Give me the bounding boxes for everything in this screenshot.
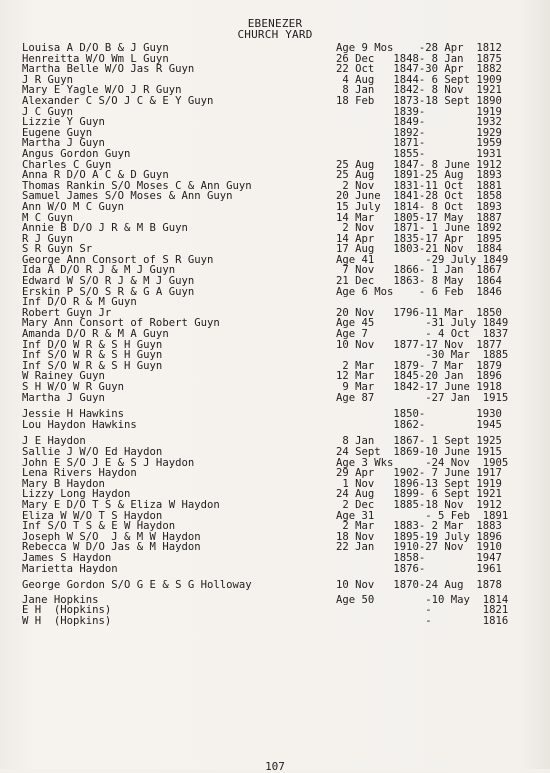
record-name: J R Guyn [22, 73, 74, 86]
record-dates: 9 Mar 1842-17 June 1918 [336, 381, 502, 393]
record-name: Charles C Guyn [22, 158, 112, 171]
record-name: George Ann Consort of S R Guyn [22, 253, 214, 266]
record-dates: 15 July 1814- 8 Oct 1893 [336, 200, 502, 213]
record-dates: 2 Dec 1885-18 Nov 1912 [336, 498, 502, 511]
record-dates: 18 Nov 1895-19 July 1896 [336, 530, 502, 543]
record-name: James S Haydon [22, 551, 112, 564]
page-number: 107 [265, 760, 285, 773]
record-name: Rebecca W D/O Jas & M Haydon [22, 541, 201, 554]
record-name: Alexander C S/O J C & E Y Guyn [22, 94, 214, 107]
record-dates: Age 50 -10 May 1814 [336, 593, 509, 606]
record-row [0, 564, 550, 575]
record-name: Erskin P S/O S R & G A Guyn [22, 285, 195, 298]
record-name: J C Guyn [22, 105, 74, 118]
record-name: John E S/O J E & S J Haydon [22, 456, 195, 469]
record-name: W Rainey Guyn [22, 370, 105, 383]
record-dates: 25 Aug 1847- 8 June 1912 [336, 158, 502, 171]
record-dates: 1858- 1947 [336, 551, 502, 564]
record-dates: 22 Oct 1847-30 Apr 1882 [336, 63, 502, 76]
burial-records-list [0, 43, 550, 626]
record-dates: 8 Jan 1842- 8 Nov 1921 [336, 84, 502, 97]
record-row [0, 393, 550, 404]
record-dates: 21 Dec 1863- 8 May 1864 [336, 275, 502, 288]
record-dates: 1892- 1929 [336, 126, 502, 139]
record-dates: 14 Mar 1805-17 May 1887 [336, 211, 502, 224]
record-name: Jane Hopkins [22, 593, 99, 606]
record-name: W H (Hopkins) [22, 614, 112, 627]
record-name: Inf S/O T S & E W Haydon [22, 520, 176, 533]
record-dates: Age 6 Mos - 6 Feb 1846 [336, 285, 502, 298]
record-dates: 4 Aug 1844- 6 Sept 1909 [336, 73, 502, 86]
record-name: Mary E Yagle W/O J R Guyn [22, 84, 182, 97]
record-name: J E Haydon [22, 435, 86, 448]
record-dates: 7 Nov 1866- 1 Jan 1867 [336, 264, 502, 277]
record-dates: 1839- 1919 [336, 105, 502, 118]
record-name: Inf S/O W R & S H Guyn [22, 359, 163, 372]
record-dates: Age 7 - 4 Oct 1837 [336, 328, 509, 341]
record-name: Samuel James S/O Moses & Ann Guyn [22, 190, 233, 203]
record-name: Lizzy Long Haydon [22, 488, 131, 501]
record-row [0, 553, 550, 564]
page-header [0, 18, 550, 40]
record-dates: 1871- 1959 [336, 137, 502, 150]
record-name: Anna R D/O A C & D Guyn [22, 169, 169, 182]
record-dates: Age 31 - 5 Feb 1891 [336, 509, 509, 522]
record-dates: 1 Nov 1896-13 Sept 1919 [336, 477, 502, 490]
record-name: Ida A D/O R J & M J Guyn [22, 264, 176, 277]
record-name: George Gordon S/O G E & S G Holloway [22, 579, 252, 592]
record-dates: 1855- 1931 [336, 147, 502, 160]
record-name: Inf D/O R & M Guyn [22, 296, 137, 309]
record-name: Edward W S/O R J & M J Guyn [22, 275, 195, 288]
header-title: EBENEZER [247, 17, 303, 30]
record-row [0, 447, 550, 458]
record-dates: 2 Mar 1879- 7 Mar 1879 [336, 359, 502, 372]
record-name: Martha J Guyn [22, 391, 105, 404]
record-dates: Age 41 -29 July 1849 [336, 253, 509, 266]
record-name: E H (Hopkins) [22, 604, 112, 617]
record-name: Annie B D/O J R & M B Guyn [22, 222, 188, 235]
record-name: Eliza W W/O T S Haydon [22, 509, 163, 522]
record-dates: Age 45 -31 July 1849 [336, 317, 509, 330]
record-dates: - 1821 [336, 604, 509, 617]
record-name: Ann W/O M C Guyn [22, 200, 125, 213]
record-row [0, 616, 550, 627]
record-dates: 24 Sept 1869-10 June 1915 [336, 445, 502, 458]
record-dates: 24 Aug 1899- 6 Sept 1921 [336, 488, 502, 501]
record-name: S H W/O W R Guyn [22, 381, 125, 393]
record-name: Eugene Guyn [22, 126, 93, 139]
record-dates: 14 Apr 1835-17 Apr 1895 [336, 232, 502, 245]
record-name: M C Guyn [22, 211, 74, 224]
record-name: R J Guyn [22, 232, 74, 245]
record-dates: 10 Nov 1870-24 Aug 1878 [336, 579, 502, 592]
record-dates: Age 9 Mos -28 Apr 1812 [336, 42, 502, 54]
record-row [0, 43, 550, 54]
record-name: Sallie J W/O Ed Haydon [22, 445, 163, 458]
record-name: Martha J Guyn [22, 137, 105, 150]
record-row [0, 149, 550, 160]
record-dates: Age 87 -27 Jan 1915 [336, 391, 509, 404]
record-name: Lizzie Y Guyn [22, 116, 105, 129]
record-dates: 22 Jan 1910-27 Nov 1910 [336, 541, 502, 554]
record-name: Henreitta W/O Wm L Guyn [22, 52, 169, 65]
record-name: Amanda D/O R & M A Guyn [22, 328, 169, 341]
record-name: Louisa A D/O B & J Guyn [22, 42, 169, 54]
record-name: Mary B Haydon [22, 477, 105, 490]
record-row [0, 96, 550, 107]
record-name: S R Guyn Sr [22, 243, 93, 256]
record-name: Joseph W S/O J & M W Haydon [22, 530, 201, 543]
record-name: Marietta Haydon [22, 562, 118, 575]
record-name: Lou Haydon Hawkins [22, 418, 137, 431]
record-dates: 26 Dec 1848- 8 Jan 1875 [336, 52, 502, 65]
record-dates: 18 Feb 1873-18 Sept 1890 [336, 94, 502, 107]
record-row [0, 382, 550, 393]
record-row [0, 580, 550, 591]
record-dates: 10 Nov 1877-17 Nov 1877 [336, 338, 502, 351]
record-dates: 25 Aug 1891-25 Aug 1893 [336, 169, 502, 182]
header-subtitle: CHURCH YARD [237, 28, 313, 41]
record-dates: 1850- 1930 [336, 408, 502, 421]
record-dates: -30 Mar 1885 [336, 349, 509, 362]
record-dates: 20 Nov 1796-11 Mar 1850 [336, 306, 502, 319]
record-dates: 8 Jan 1867- 1 Sept 1925 [336, 435, 502, 448]
record-dates: 12 Mar 1845-20 Jan 1896 [336, 370, 502, 383]
record-dates: 1849- 1932 [336, 116, 502, 129]
record-row [0, 500, 550, 511]
record-dates: 29 Apr 1902- 7 June 1917 [336, 467, 502, 480]
record-name: Thomas Rankin S/O Moses C & Ann Guyn [22, 179, 252, 192]
record-dates: 20 June 1841-28 Oct 1858 [336, 190, 502, 203]
record-dates: Age 3 Wks -24 Nov 1905 [336, 456, 509, 469]
record-name: Martha Belle W/O Jas R Guyn [22, 63, 195, 76]
record-name: Mary E D/O T S & Eliza W Haydon [22, 498, 220, 511]
record-dates: 1862- 1945 [336, 418, 502, 431]
record-dates: 17 Aug 1803-21 Nov 1884 [336, 243, 502, 256]
record-dates: 2 Mar 1883- 2 Mar 1883 [336, 520, 502, 533]
record-row [0, 420, 550, 431]
record-dates: 2 Nov 1871- 1 June 1892 [336, 222, 502, 235]
record-name: Robert Guyn Jr [22, 306, 112, 319]
record-dates: - 1816 [336, 614, 509, 627]
record-name: Lena Rivers Haydon [22, 467, 137, 480]
record-name: Inf D/O W R & S H Guyn [22, 338, 163, 351]
record-name: Inf S/O W R & S H Guyn [22, 349, 163, 362]
record-row [0, 202, 550, 213]
record-name: Jessie H Hawkins [22, 408, 125, 421]
record-name: Angus Gordon Guyn [22, 147, 131, 160]
record-dates: 1876- 1961 [336, 562, 502, 575]
record-dates: 2 Nov 1831-11 Oct 1881 [336, 179, 502, 192]
record-name: Mary Ann Consort of Robert Guyn [22, 317, 220, 330]
